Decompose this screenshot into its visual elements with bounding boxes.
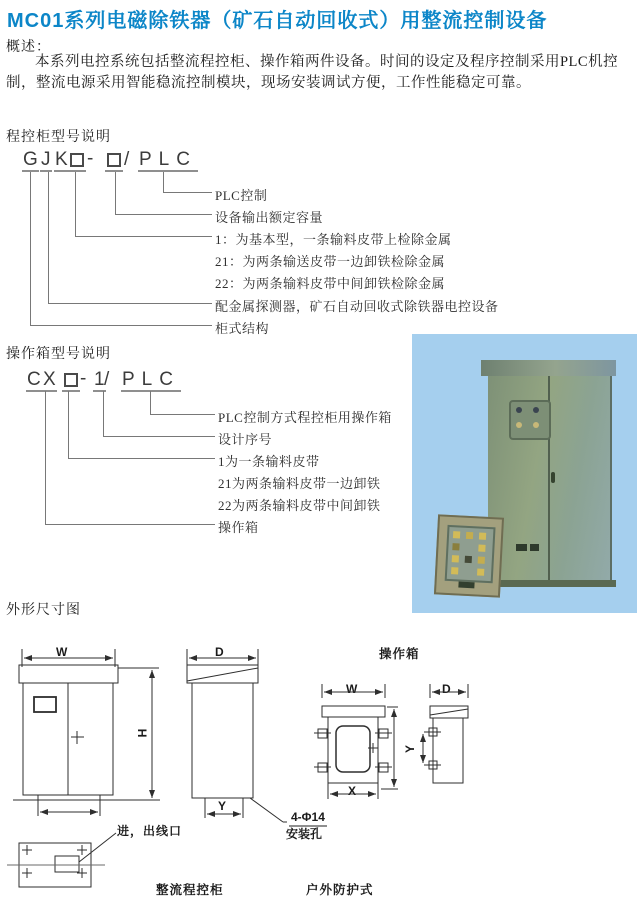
model-code-letter: K bbox=[55, 149, 68, 170]
panel-button bbox=[479, 533, 486, 540]
model-code-slash: / bbox=[124, 149, 130, 170]
dim-label-w: W bbox=[56, 645, 68, 659]
model-code-letter: C bbox=[27, 369, 41, 390]
indicator-dot bbox=[533, 407, 539, 413]
model-code-box bbox=[105, 151, 123, 172]
lead-line bbox=[163, 192, 212, 193]
opbox-drawing-title: 操作箱 bbox=[379, 647, 420, 661]
lead-line bbox=[48, 172, 49, 304]
lead-line bbox=[68, 458, 215, 459]
cabinet-caption: 整流程控柜 bbox=[156, 883, 224, 897]
model-label: 1为一条输料皮带 bbox=[218, 454, 320, 469]
lead-line bbox=[30, 172, 31, 326]
cabinet-vent bbox=[530, 544, 539, 551]
dimensions-heading: 外形尺寸图 bbox=[6, 601, 81, 617]
model-label: 21为两条输料皮带一边卸铁 bbox=[218, 476, 381, 491]
model-label: 1：为基本型，一条输料皮带上检除金属 bbox=[215, 232, 452, 247]
model-label: 22：为两条输料皮带中间卸铁检除金属 bbox=[215, 276, 446, 291]
lead-line bbox=[115, 214, 212, 215]
product-photo bbox=[412, 334, 637, 613]
model-label: 配金属探测器，矿石自动回收式除铁器电控设备 bbox=[215, 299, 499, 314]
operation-box-panel bbox=[445, 525, 496, 583]
dim-label-d: D bbox=[215, 645, 224, 659]
cabinet-handle bbox=[551, 472, 555, 483]
box-model-heading: 操作箱型号说明 bbox=[6, 345, 111, 361]
dim-label-d: D bbox=[442, 682, 451, 696]
dim-label-h: H bbox=[135, 728, 150, 738]
plan-view bbox=[7, 833, 116, 887]
cabinet-vent bbox=[516, 544, 527, 551]
model-label: 设计序号 bbox=[218, 432, 273, 447]
model-code-plc: PLC bbox=[122, 369, 180, 390]
model-code-letter: 1 bbox=[94, 369, 105, 390]
panel-button bbox=[452, 555, 459, 562]
lead-line bbox=[45, 391, 46, 525]
model-label: 设备输出额定容量 bbox=[215, 210, 324, 225]
model-code-letter: J bbox=[41, 149, 51, 170]
operation-box bbox=[434, 514, 504, 597]
cabinet-roof bbox=[481, 360, 616, 376]
opbox-front-view bbox=[314, 684, 398, 799]
opbox-side-view bbox=[423, 684, 468, 783]
panel-button bbox=[478, 544, 485, 551]
model-code-dash: - bbox=[87, 148, 94, 169]
model-code-box bbox=[68, 151, 86, 172]
lead-line bbox=[163, 172, 164, 193]
indicator-dot bbox=[533, 422, 539, 428]
outdoor-caption: 户外防护式 bbox=[306, 883, 374, 897]
cabinet-base bbox=[490, 580, 616, 587]
operation-box-nameplate bbox=[458, 581, 474, 588]
overview-heading: 概述： bbox=[6, 38, 51, 54]
dim-label-y: Y bbox=[218, 799, 227, 813]
panel-button bbox=[477, 568, 484, 575]
cable-port-label: 进，出线口 bbox=[117, 824, 183, 838]
panel-button bbox=[465, 556, 472, 563]
indicator-dot bbox=[516, 422, 522, 428]
lead-line bbox=[115, 172, 116, 215]
model-label: 操作箱 bbox=[218, 520, 259, 535]
panel-button bbox=[451, 567, 458, 574]
panel-button bbox=[452, 543, 459, 550]
model-label: PLC控制 bbox=[215, 188, 268, 203]
lead-line bbox=[75, 236, 212, 237]
panel-button bbox=[466, 532, 473, 539]
lead-line bbox=[48, 303, 212, 304]
panel-button bbox=[453, 531, 460, 538]
model-code-dash: - bbox=[80, 368, 87, 389]
model-label: 22为两条输料皮带中间卸铁 bbox=[218, 498, 381, 513]
panel-button bbox=[478, 556, 485, 563]
model-label: PLC控制方式程控柜用操作箱 bbox=[218, 410, 392, 425]
cabinet-model-heading: 程控柜型号说明 bbox=[6, 128, 111, 144]
dim-label-y: Y bbox=[403, 744, 418, 754]
lead-line bbox=[68, 391, 69, 459]
model-code-letter: G bbox=[23, 149, 38, 170]
lead-line bbox=[75, 172, 76, 237]
lead-line bbox=[103, 391, 104, 437]
model-label: 柜式结构 bbox=[215, 321, 270, 336]
overview-paragraph: 本系列电控系统包括整流程控柜、操作箱两件设备。时间的设定及程序控制采用PLC机控制，整流电源采用智能稳流控制模块，现场安装调试方便，工作性能稳定可靠。 bbox=[6, 54, 619, 91]
dim-label-x: X bbox=[348, 784, 357, 798]
mounting-hole-label2: 安装孔 bbox=[286, 827, 323, 841]
lead-line bbox=[103, 436, 215, 437]
lead-line bbox=[150, 414, 215, 415]
model-label: 21：为两条输送皮带一边卸铁检除金属 bbox=[215, 254, 446, 269]
cabinet-indicator-panel bbox=[509, 400, 551, 440]
lead-line bbox=[45, 524, 215, 525]
dim-label-w: W bbox=[346, 682, 358, 696]
cabinet-side-view bbox=[187, 649, 287, 822]
dimension-drawings bbox=[0, 640, 642, 911]
model-code-plc: PLC bbox=[139, 149, 197, 170]
lead-line bbox=[30, 325, 212, 326]
model-code-slash: / bbox=[104, 369, 110, 390]
page-title: MC01系列电磁除铁器（矿石自动回收式）用整流控制设备 bbox=[7, 10, 548, 32]
cabinet-front-view bbox=[13, 649, 160, 816]
indicator-dot bbox=[516, 407, 522, 413]
model-code-box bbox=[62, 371, 80, 392]
mounting-hole-label: 4-Φ14 bbox=[289, 810, 327, 827]
model-code-letter: X bbox=[43, 369, 56, 390]
lead-line bbox=[150, 391, 151, 415]
